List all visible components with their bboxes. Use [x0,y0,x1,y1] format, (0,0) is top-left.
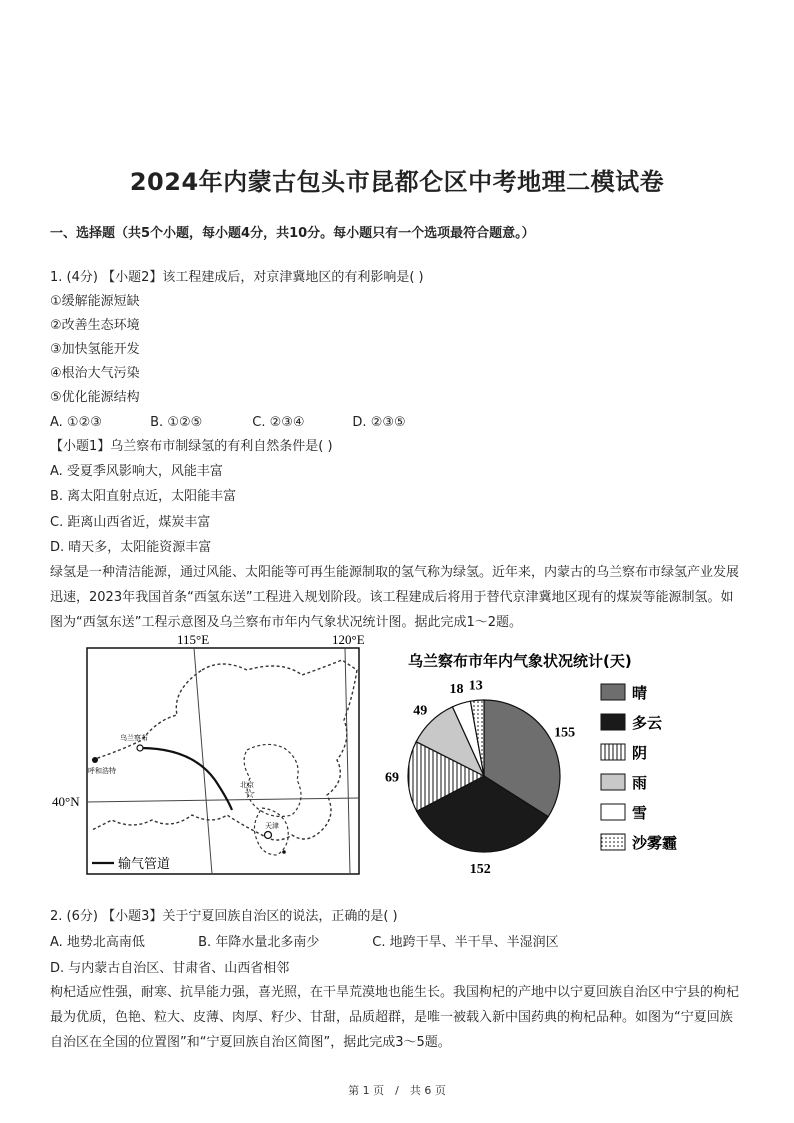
map-frame [87,648,359,874]
q1-sub-option-d[interactable]: D. 晴天多，太阳能资源丰富 [50,540,212,555]
pie-value-label: 49 [413,703,428,719]
q2-options [50,934,559,952]
legend-label-沙雾霾: 沙雾霾 [632,834,678,852]
q1-item: ①缓解能源短缺 [50,294,140,309]
label-hohhot: 呼和浩特 [88,767,116,775]
legend-label-晴: 晴 [632,684,648,702]
legend-swatch-雨 [601,774,625,790]
q2-material: 枸杞适应性强，耐寒、抗旱能力强，喜光照，在干旱荒漠地也能生长。我国枸杞的产地中以宁夏回族自治区中宁县的枸杞最为优质，色艳、粒大、皮薄、肉厚、籽少、甘甜，品质超群，是唯一被载入新中国药典的枸杞品种。如图为“宁夏回族自治区在全国的位置图”和“宁夏回族自治区简图”，据此完成3～5题。 [50,985,740,1050]
chart-title: 乌兰察布市年内气象状况统计(天) [408,652,632,670]
legend-label-雨: 雨 [632,774,648,792]
q1-item: ②改善生态环境 [50,318,140,333]
port-marker [282,850,286,854]
q1-item: ④根治大气污染 [50,366,140,381]
q1-item: ⑤优化能源结构 [50,390,140,405]
tianjin-marker [265,832,272,839]
legend-label-雪: 雪 [632,804,648,822]
page-title: 2024年内蒙古包头市昆都仑区中考地理二模试卷 [129,168,665,196]
q1-item: ③加快氢能开发 [50,342,140,357]
q1-sub-stem: 【小题1】乌兰察布市制绿氢的有利自然条件是( ) [50,439,333,454]
q1-sub-option-c[interactable]: C. 距离山西省近，煤炭丰富 [50,515,211,530]
legend-label-多云: 多云 [632,714,663,732]
legend-swatch-雪 [601,804,625,820]
weather-pie-chart [385,648,706,877]
legend-swatch-多云 [601,714,625,730]
pie-value-label: 69 [385,770,400,786]
pie-value-label: 152 [469,861,491,877]
label-beijing: 北京 [240,781,254,789]
wulanchabu-marker [137,745,143,751]
legend-swatch-阴 [601,744,625,760]
q2-option-b[interactable]: B. 年降水量北多南少 [198,935,320,950]
q1-option-b[interactable]: B. ①②⑤ [150,415,203,430]
q2-option-a[interactable]: A. 地势北高南低 [50,935,145,950]
q2-stem: 2. (6分) 【小题3】关于宁夏回族自治区的说法，正确的是( ) [50,909,398,924]
hohhot-marker [92,757,98,763]
label-115e: 115°E [177,632,210,647]
q1-option-d[interactable]: D. ②③⑤ [352,415,406,430]
q1-option-c[interactable]: C. ②③④ [252,415,305,430]
label-wulanchabu: 乌兰察布 [120,734,148,742]
q1-option-a[interactable]: A. ①②③ [50,415,102,430]
pie-value-label: 155 [554,725,576,741]
legend-swatch-晴 [601,684,625,700]
q1-stem: 1. (4分) 【小题2】该工程建成后，对京津冀地区的有利影响是( ) [50,270,424,285]
q2-option-c[interactable]: C. 地跨干旱、半干旱、半湿润区 [372,935,559,950]
legend-pipeline-label: 输气管道 [118,857,171,872]
label-tianjin: 天津 [265,822,279,830]
q1-sub-option-a[interactable]: A. 受夏季风影响大，风能丰富 [50,464,223,479]
west-hydrogen-map [52,630,372,880]
section-heading: 一、选择题（共5个小题，每小题4分，共10分。每小题只有一个选项最符合题意。） [50,226,535,241]
page-footer: 第 1 页 / 共 6 页 [348,1084,446,1097]
q1-options [50,414,406,432]
pie-value-label: 18 [449,682,464,698]
legend-swatch-沙雾霾 [601,834,625,850]
q1-material: 绿氢是一种清洁能源，通过风能、太阳能等可再生能源制取的氢气称为绿氢。近年来，内蒙古的乌兰察布市绿氢产业发展迅速，2023年我国首条“西氢东送”工程进入规划阶段。该工程建成后将用于替代京津冀地区现有的煤炭等能源制氢。如图为“西氢东送”工程示意图及乌兰察布市年内气象状况统计图。据此完成1～2题。 [50,565,740,630]
label-40n: 40°N [52,794,80,809]
pie-value-label: 13 [468,678,483,694]
label-120e: 120°E [332,632,365,647]
legend-label-阴: 阴 [632,744,648,762]
q1-sub-option-b[interactable]: B. 离太阳直射点近，太阳能丰富 [50,489,237,504]
q2-option-d[interactable]: D. 与内蒙古自治区、甘肃省、山西省相邻 [50,961,290,976]
beijing-star-icon: ☆ [244,787,256,802]
